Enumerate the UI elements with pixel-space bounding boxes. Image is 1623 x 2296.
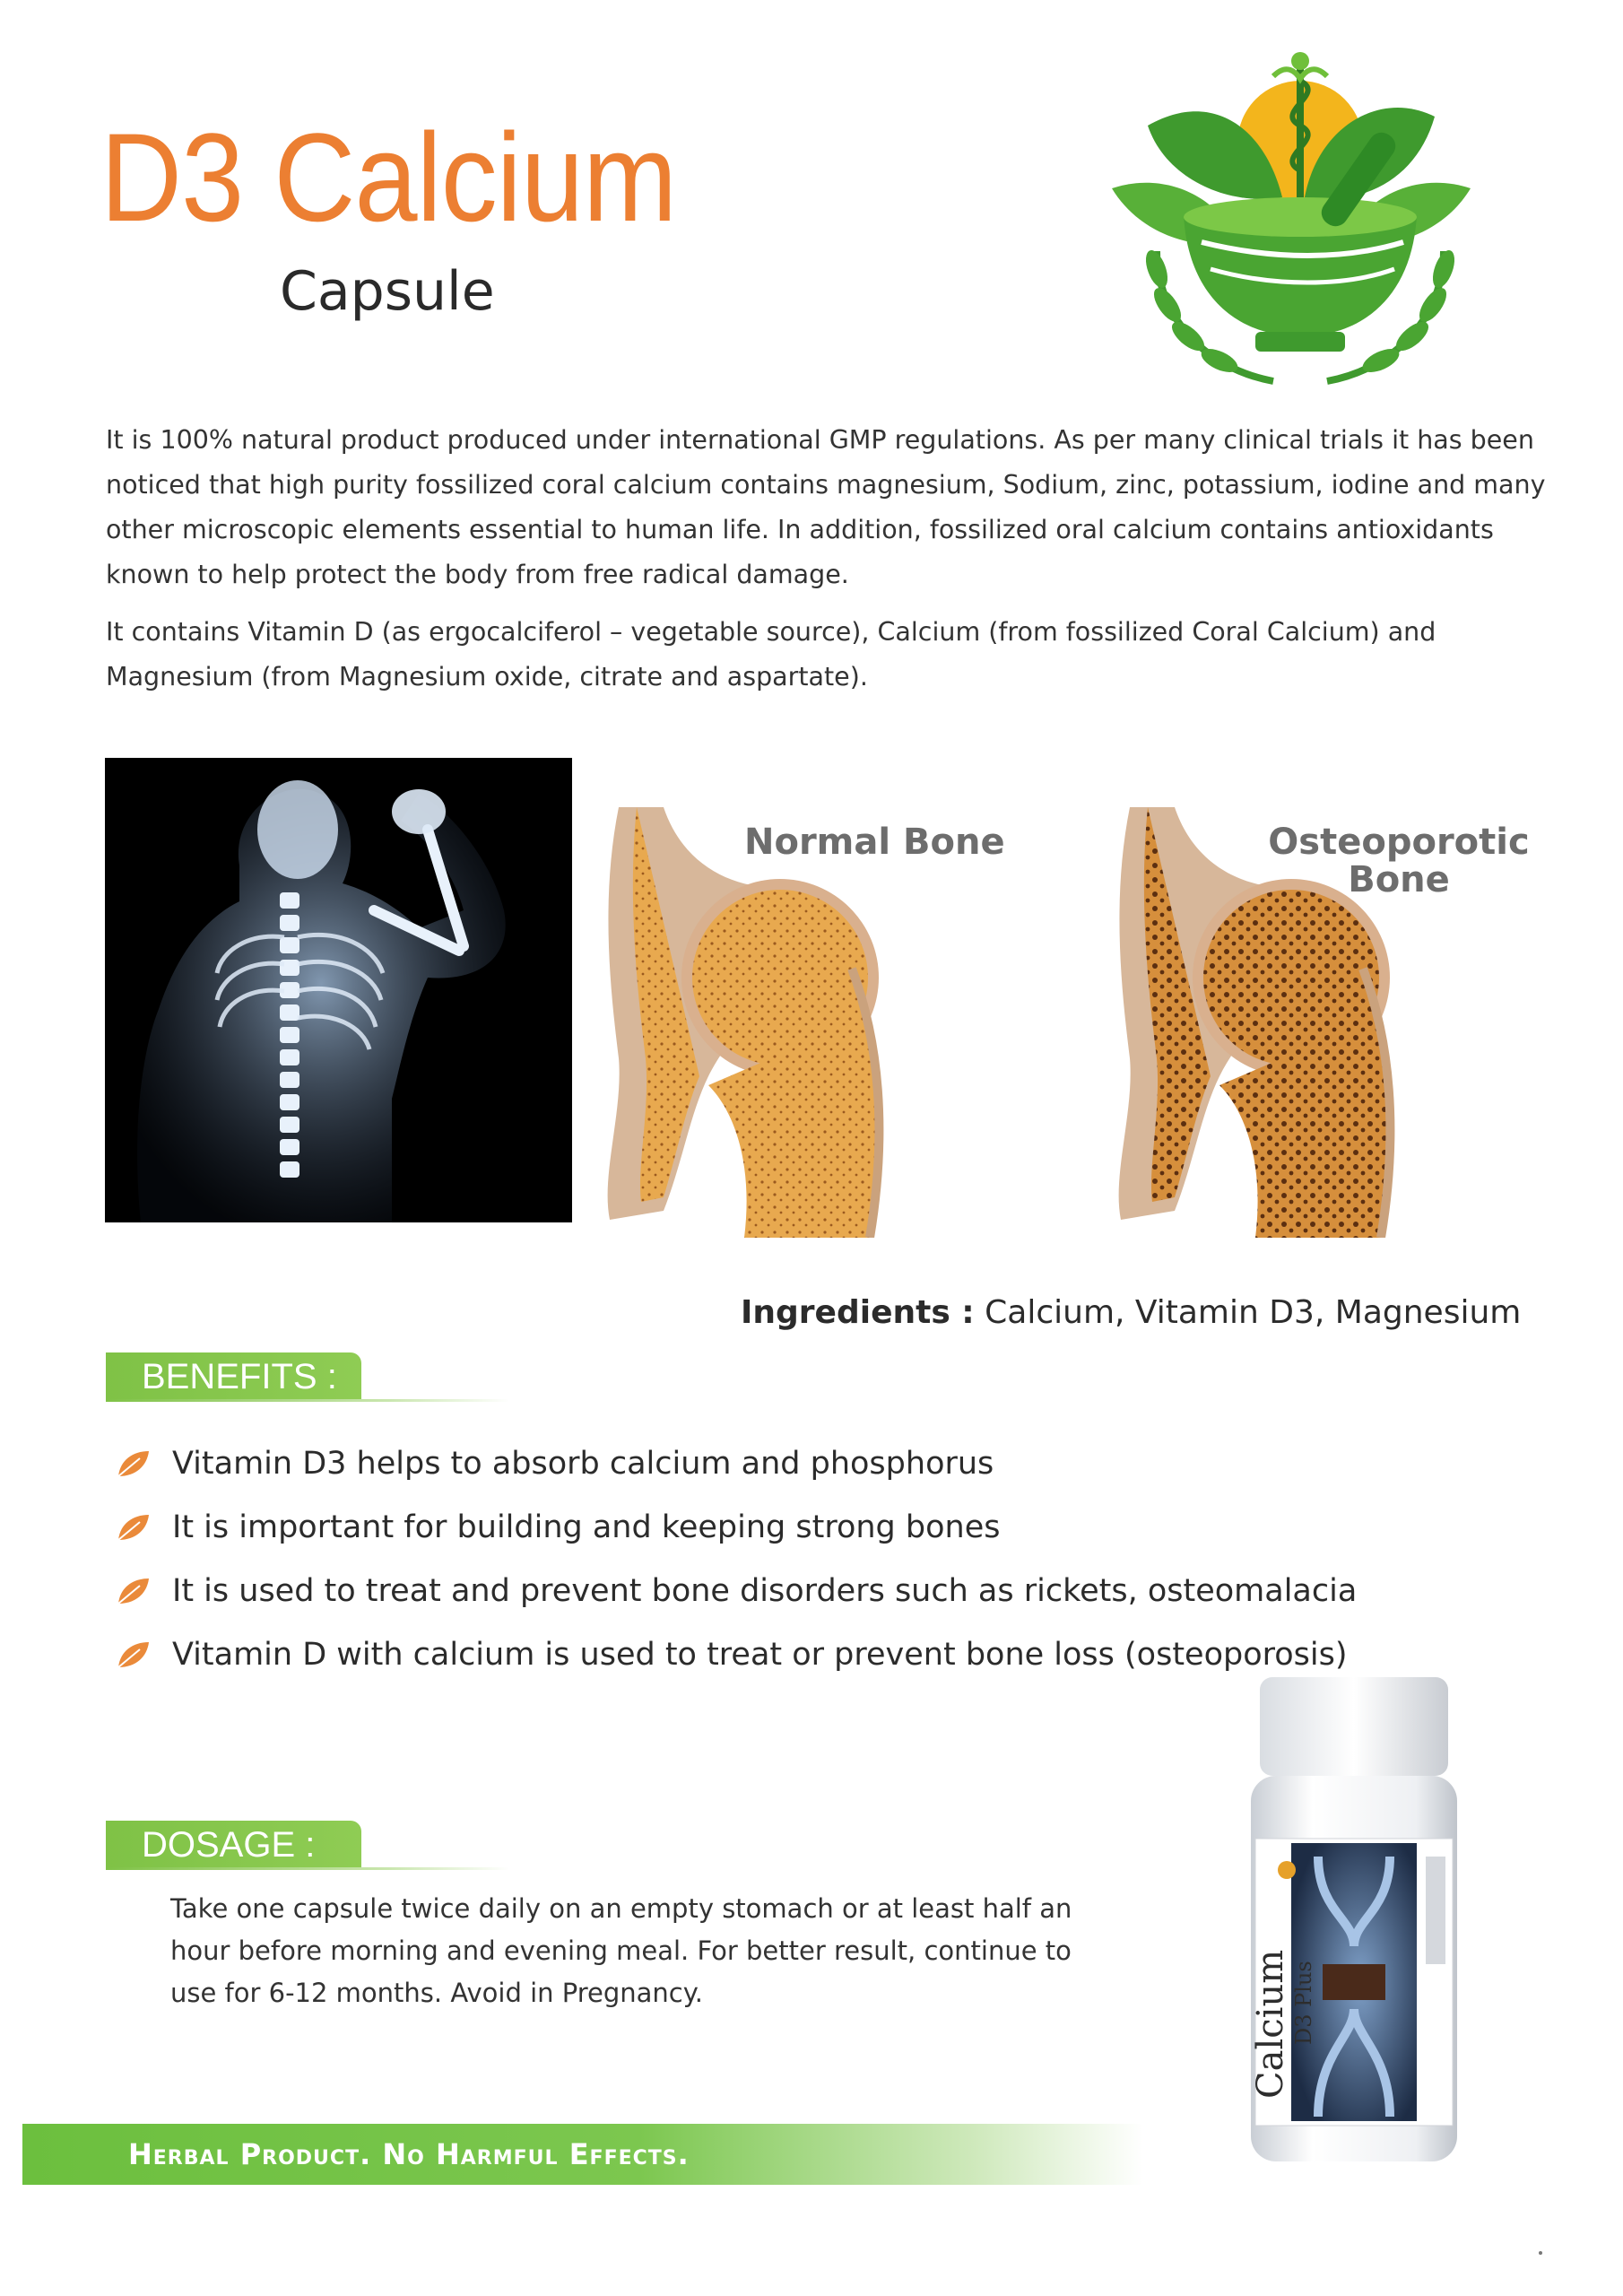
bottle-sublabel: D3 Plus [1291, 1961, 1316, 2045]
osteoporotic-bone-label-line2: Bone [1348, 859, 1450, 900]
orange-leaf-icon [115, 1575, 151, 1607]
dosage-underline [106, 1867, 509, 1870]
footer-slogan: Herbal Product. No Harmful Effects. [128, 2137, 690, 2171]
intro-paragraph-1: It is 100% natural product produced under international GMP regulations. As per many clinical trials it has been noticed that high purity fossilized coral calcium contains magnesium, Sodium, zinc, potassium, iodine and many other microscopic elements essential to human life. In addition, fossilized oral calcium contains antioxidants known to help protect the body from free radical damage. [106, 425, 1546, 589]
dosage-text: Take one capsule twice daily on an empty stomach or at least half an hour before morning and evening meal. For better result, continue to use for 6-12 months. Avoid in Pregnancy. [170, 1893, 1072, 2008]
benefits-header: BENEFITS : [106, 1352, 361, 1401]
dosage-header: DOSAGE : [106, 1821, 361, 1869]
orange-leaf-icon [115, 1511, 151, 1544]
ingredients-line [741, 1293, 1521, 1333]
orange-leaf-icon [115, 1639, 151, 1671]
page-subtitle: Capsule [280, 260, 495, 323]
benefit-text: It is important for building and keeping strong bones [172, 1509, 1001, 1545]
osteoporotic-bone-label [1251, 823, 1547, 899]
benefit-text: Vitamin D with calcium is used to treat or prevent bone loss (osteoporosis) [172, 1637, 1348, 1673]
page-title: D3 Calcium [100, 107, 677, 248]
supplement-bottle-icon [1219, 1677, 1488, 2170]
corner-dot [1539, 2251, 1542, 2255]
ingredients-value: Calcium, Vitamin D3, Magnesium [985, 1294, 1522, 1331]
osteoporotic-bone-label-line1: Osteoporotic [1268, 822, 1530, 863]
ayurvedic-mortar-leaves-logo-icon [1094, 27, 1488, 404]
benefit-text: It is used to treat and prevent bone disorders such as rickets, osteomalacia [172, 1573, 1358, 1609]
bottle-label: Calcium [1250, 1949, 1291, 2099]
orange-leaf-icon [115, 1448, 151, 1480]
intro-paragraph-2: It contains Vitamin D (as ergocalciferol – vegetable source), Calcium (from fossilized Coral Calcium) and Magnesium (from Magnesium oxide, citrate and aspartate). [106, 617, 1436, 691]
skeleton-xray-icon [105, 758, 572, 1222]
ingredients-label: Ingredients : [741, 1294, 975, 1331]
normal-bone-label: Normal Bone [744, 822, 1005, 863]
benefits-underline [106, 1399, 509, 1402]
benefit-text: Vitamin D3 helps to absorb calcium and phosphorus [172, 1446, 994, 1482]
